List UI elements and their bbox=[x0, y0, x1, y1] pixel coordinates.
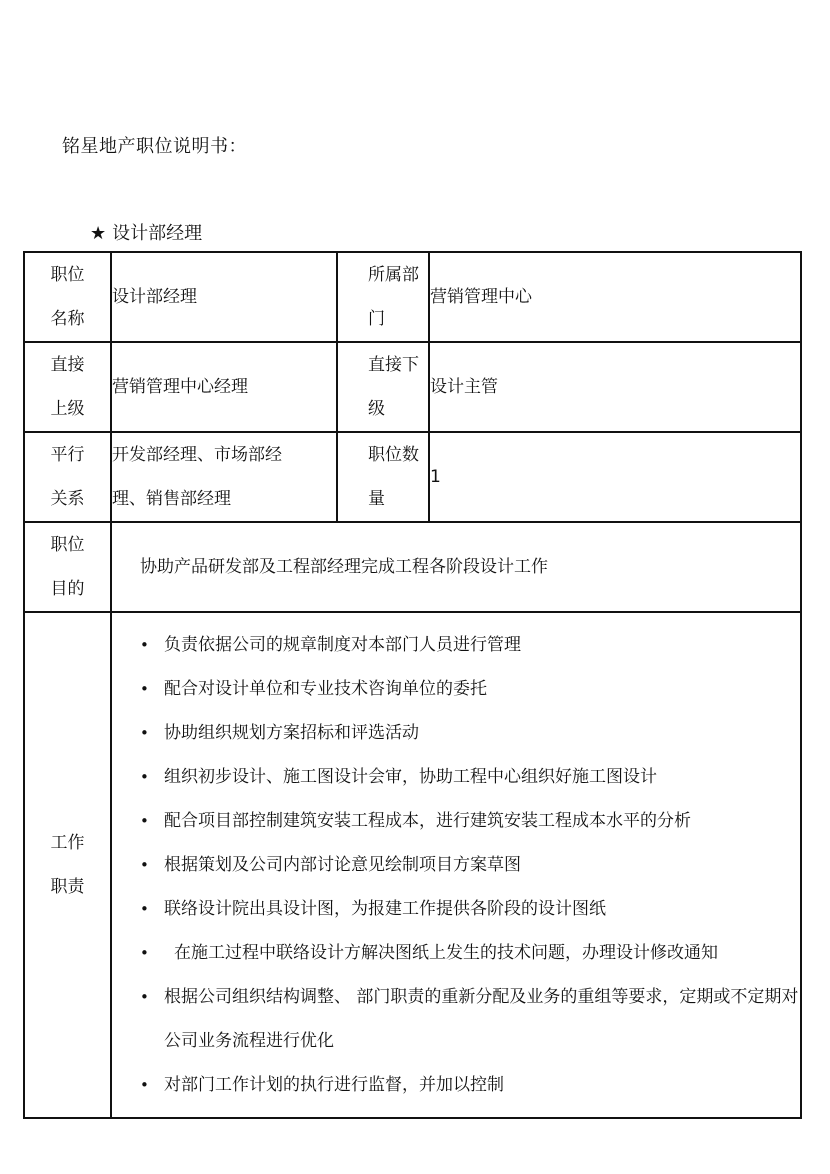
list-item: • 对部门工作计划的执行进行监督，并加以控制 bbox=[140, 1063, 800, 1107]
duties-list bbox=[112, 613, 800, 1117]
value-parallel-relations: 开发部经理、市场部经理、销售部经理 bbox=[111, 432, 337, 522]
list-item: • 负责依据公司的规章制度对本部门人员进行管理 bbox=[140, 623, 800, 667]
value-direct-subordinate: 设计主管 bbox=[429, 342, 801, 432]
label-position-name: 职位名称 bbox=[24, 252, 111, 342]
list-item: • 协助组织规划方案招标和评选活动 bbox=[140, 711, 800, 755]
table-row bbox=[24, 252, 801, 342]
table-row bbox=[24, 342, 801, 432]
table-row bbox=[24, 612, 801, 1118]
job-description-table bbox=[23, 251, 802, 1119]
value-position-purpose: 协助产品研发部及工程部经理完成工程各阶段设计工作 bbox=[111, 522, 801, 612]
section-heading bbox=[90, 219, 202, 245]
label-position-count: 职位数量 bbox=[337, 432, 429, 522]
list-item: • 配合对设计单位和专业技术咨询单位的委托 bbox=[140, 667, 800, 711]
document-title: 铭星地产职位说明书： bbox=[62, 136, 247, 157]
label-direct-subordinate: 直接下级 bbox=[337, 342, 429, 432]
value-direct-superior: 营销管理中心经理 bbox=[111, 342, 337, 432]
list-item: • 在施工过程中联络设计方解决图纸上发生的技术问题，办理设计修改通知 bbox=[140, 931, 800, 975]
list-item: • 根据公司组织结构调整、 部门职责的重新分配及业务的重组等要求，定期或不定期对公司业务流程进行优化 bbox=[140, 975, 800, 1063]
duties-cell bbox=[111, 612, 801, 1118]
label-job-duties: 工作职责 bbox=[24, 612, 111, 1118]
table-row bbox=[24, 432, 801, 522]
value-position-name: 设计部经理 bbox=[111, 252, 337, 342]
label-direct-superior: 直接上级 bbox=[24, 342, 111, 432]
label-department: 所属部门 bbox=[337, 252, 429, 342]
list-item: • 联络设计院出具设计图，为报建工作提供各阶段的设计图纸 bbox=[140, 887, 800, 931]
list-item: • 配合项目部控制建筑安装工程成本，进行建筑安装工程成本水平的分析 bbox=[140, 799, 800, 843]
label-position-purpose: 职位目的 bbox=[24, 522, 111, 612]
table-row bbox=[24, 522, 801, 612]
section-title: 设计部经理 bbox=[112, 223, 203, 244]
value-department: 营销管理中心 bbox=[429, 252, 801, 342]
label-parallel-relations: 平行关系 bbox=[24, 432, 111, 522]
list-item: • 根据策划及公司内部讨论意见绘制项目方案草图 bbox=[140, 843, 800, 887]
star-icon: ★ bbox=[90, 223, 107, 244]
list-item: • 组织初步设计、施工图设计会审，协助工程中心组织好施工图设计 bbox=[140, 755, 800, 799]
value-position-count: 1 bbox=[429, 432, 801, 522]
